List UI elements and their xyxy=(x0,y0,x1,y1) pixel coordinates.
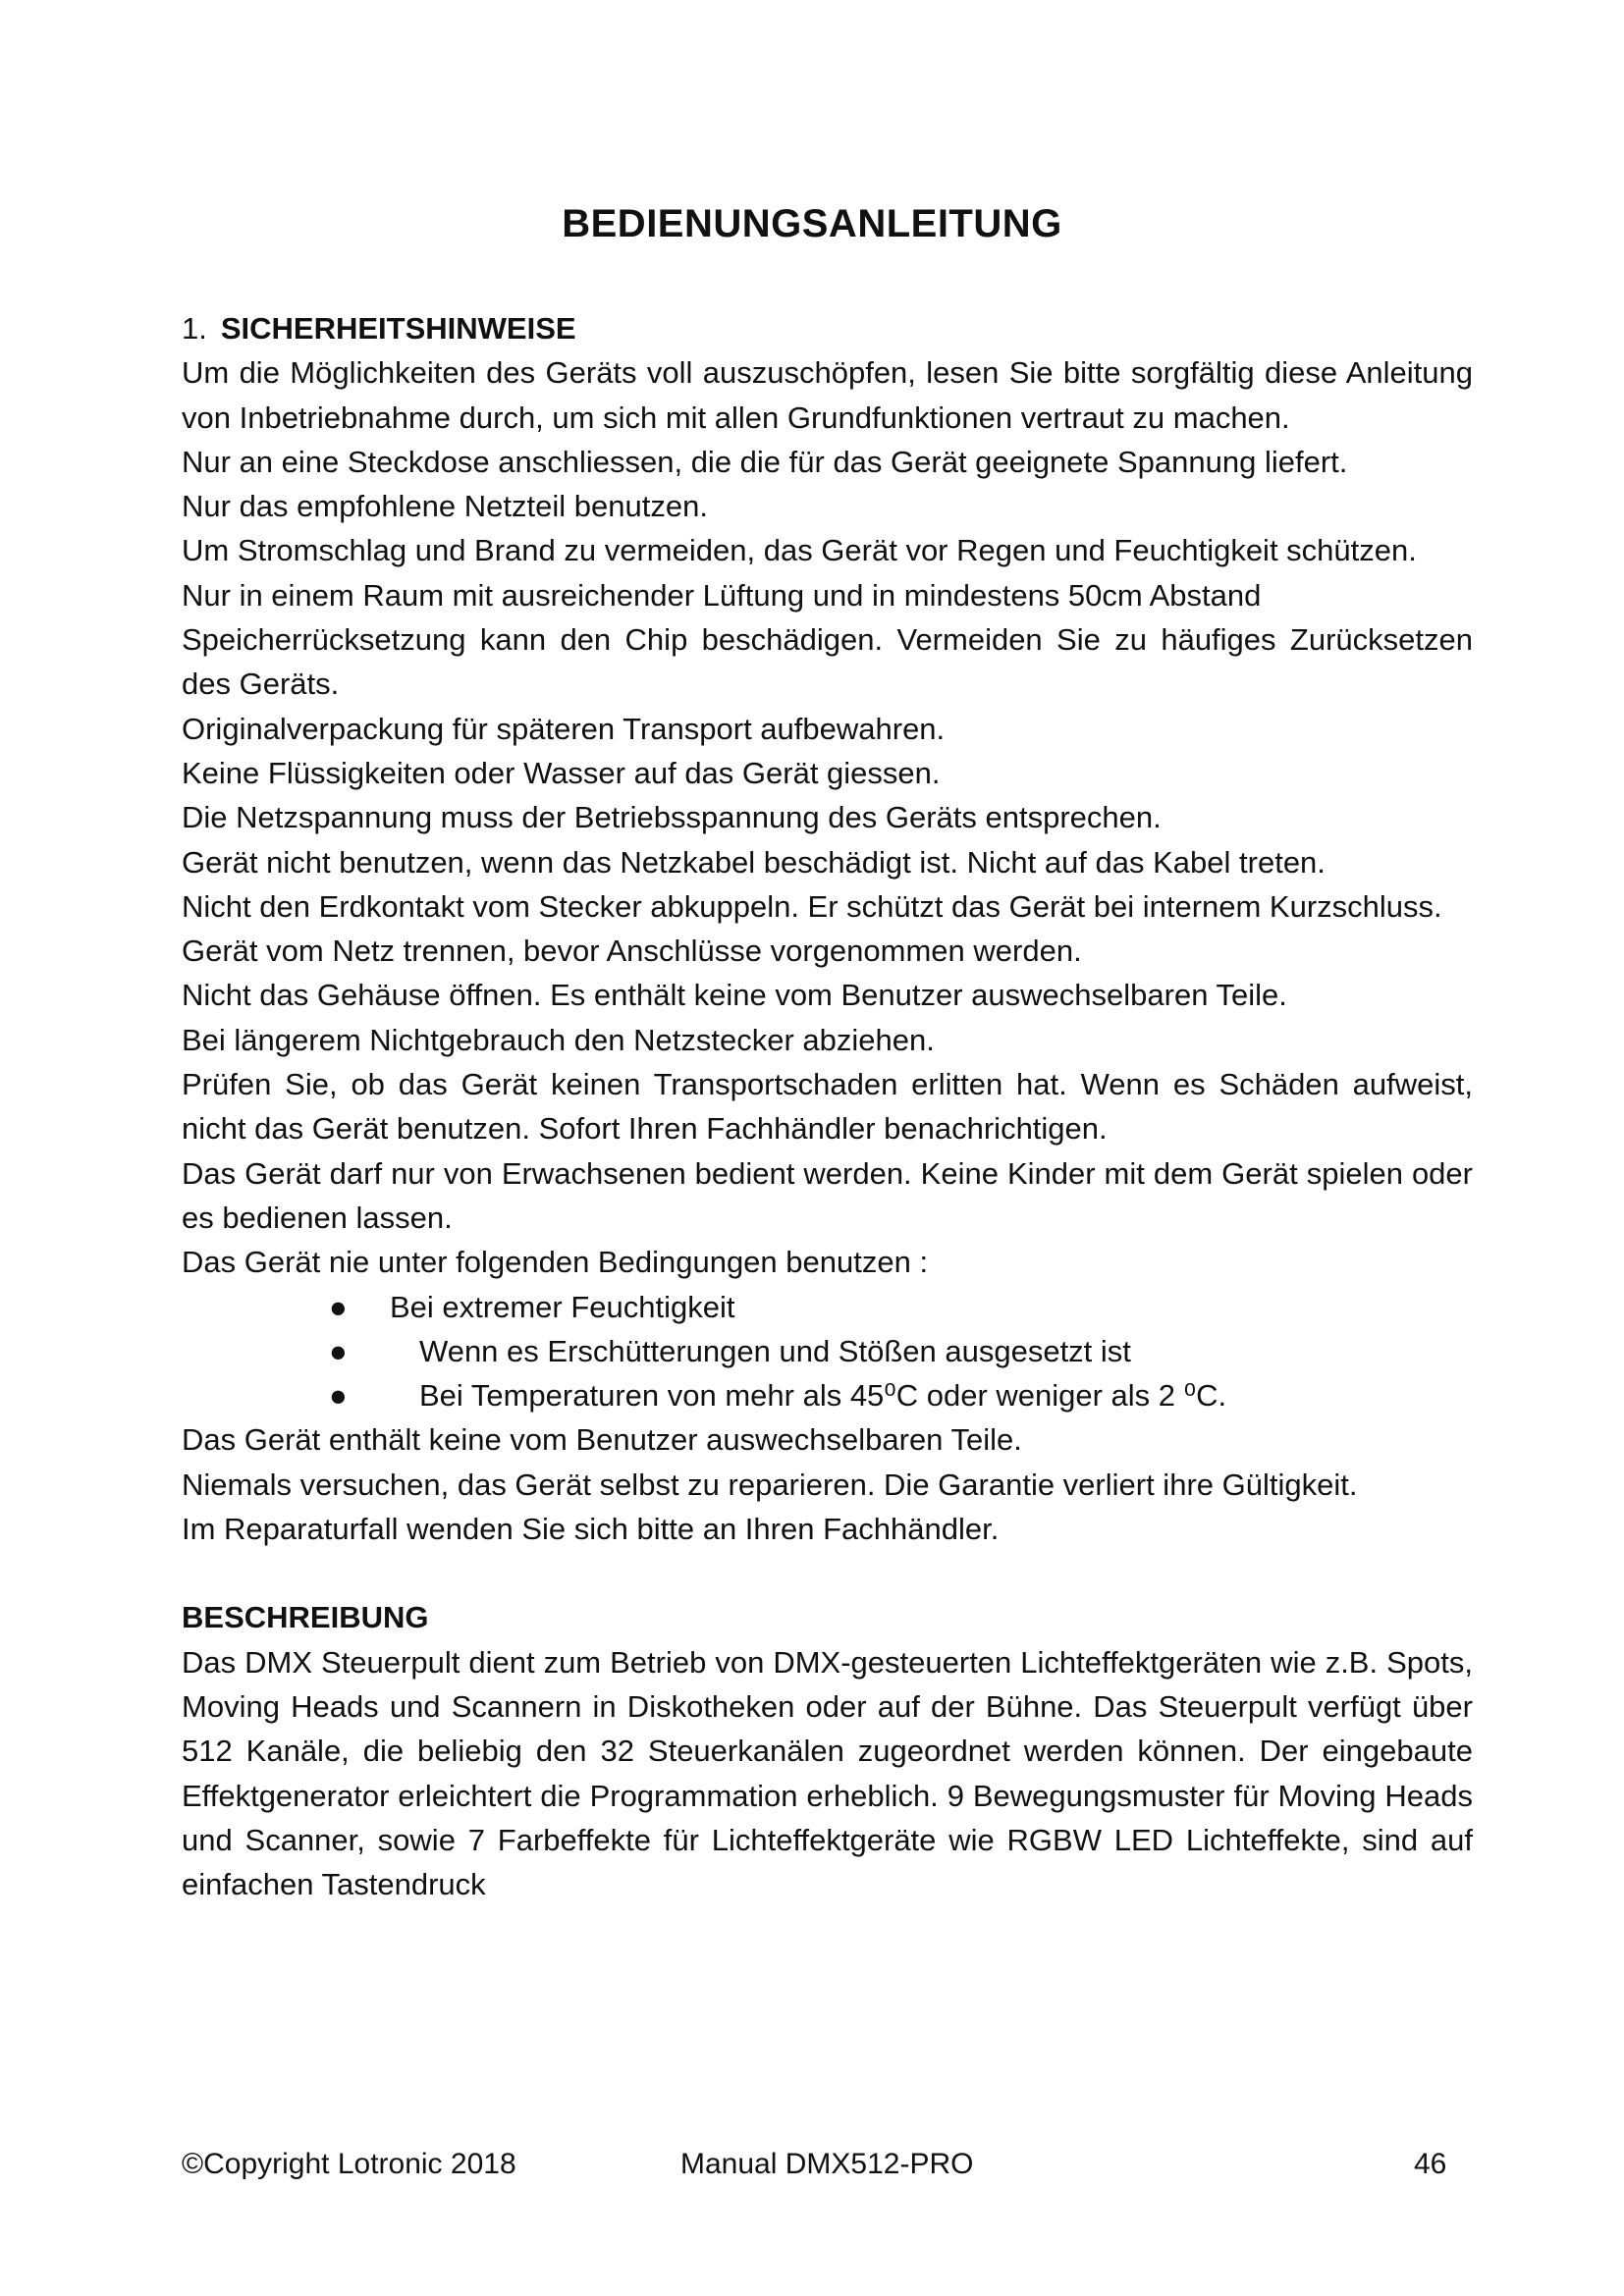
paragraph: Niemals versuchen, das Gerät selbst zu reparieren. Die Garantie verliert ihre Gültigkeit. xyxy=(182,1467,1358,1502)
paragraph: Bei längerem Nichtgebrauch den Netzstecker abziehen. xyxy=(182,1022,935,1057)
paragraph: Nicht das Gehäuse öffnen. Es enthält keine vom Benutzer auswechselbaren Teile. xyxy=(182,978,1287,1013)
page-content xyxy=(182,306,1473,1906)
paragraph: Keine Flüssigkeiten oder Wasser auf das Gerät giessen. xyxy=(182,755,941,790)
section-heading-safety xyxy=(182,306,1473,350)
section-heading-text: SICHERHEITSHINWEISE xyxy=(220,311,576,346)
paragraph: Originalverpackung für späteren Transport aufbewahren. xyxy=(182,711,946,746)
footer-copyright: ©Copyright Lotronic 2018 xyxy=(182,2148,516,2180)
list-item-text: Bei Temperaturen von mehr als 45⁰C oder weniger als 2 ⁰C. xyxy=(419,1378,1227,1414)
paragraph: Nur in einem Raum mit ausreichender Lüftung und in mindestens 50cm Abstand xyxy=(182,577,1262,613)
paragraph: Die Netzspannung muss der Betriebsspannung des Geräts entsprechen. xyxy=(182,800,1162,835)
paragraph: Im Reparaturfall wenden Sie sich bitte an Ihren Fachhändler. xyxy=(182,1512,1000,1547)
paragraph: Das Gerät enthält keine vom Benutzer auswechselbaren Teile. xyxy=(182,1422,1022,1458)
paragraph: Um Stromschlag und Brand zu vermeiden, das Gerät vor Regen und Feuchtigkeit schützen. xyxy=(182,533,1417,568)
section-spacer xyxy=(182,1551,1473,1595)
bullet-icon: ● xyxy=(329,1378,348,1414)
paragraph: Nicht den Erdkontakt vom Stecker abkuppeln. Er schützt das Gerät bei internem Kurzschluss. xyxy=(182,888,1442,924)
list-item-text: Wenn es Erschütterungen und Stößen ausgesetzt ist xyxy=(419,1333,1131,1368)
paragraph: Prüfen Sie, ob das Gerät keinen Transportschaden erlitten hat. Wenn es Schäden aufweist, nicht das Gerät benutzen. Sofort Ihren Fachhändler benachrichtigen. xyxy=(182,1067,1473,1147)
bullet-icon: ● xyxy=(329,1333,348,1368)
section-heading-description: BESCHREIBUNG xyxy=(182,1600,429,1635)
page-title: BEDIENUNGSANLEITUNG xyxy=(562,202,1062,245)
list-item xyxy=(182,1285,1473,1329)
list-item xyxy=(182,1329,1473,1373)
paragraph: Nur das empfohlene Netzteil benutzen. xyxy=(182,489,708,524)
paragraph: Gerät nicht benutzen, wenn das Netzkabel beschädigt ist. Nicht auf das Kabel treten. xyxy=(182,844,1326,880)
footer-manual-name: Manual DMX512-PRO xyxy=(680,2148,974,2180)
paragraph: Das Gerät nie unter folgenden Bedingungen benutzen : xyxy=(182,1245,929,1280)
paragraph: Gerät vom Netz trennen, bevor Anschlüsse vorgenommen werden. xyxy=(182,934,1082,969)
paragraph: Das DMX Steuerpult dient zum Betrieb von DMX-gesteuerten Lichteffektgeräten wie z.B. Spots, Moving Heads und Scannern in Diskotheken oder auf der Bühne. Das Steuerpult verfügt über 512 Kanäle, die beliebig den 32 Steuerkanälen zugeordnet werden können. Der eingebaute Effektgenerator erleichtert die Programmation erheblich. 9 Bewegungsmuster für Moving Heads und Scanner, sowie 7 Farbeffekte für Lichteffektgeräte wie RGBW LED Lichteffekte, sind auf einfachen Tastendruck xyxy=(182,1644,1473,1902)
condition-list xyxy=(182,1285,1473,1418)
paragraph: Um die Möglichkeiten des Geräts voll auszuschöpfen, lesen Sie bitte sorgfältig diese Anleitung von Inbetriebnahme durch, um sich mit allen Grundfunktionen vertraut zu machen. xyxy=(182,355,1473,435)
list-item xyxy=(182,1373,1473,1417)
list-item-text: Bei extremer Feuchtigkeit xyxy=(390,1289,735,1324)
paragraph: Nur an eine Steckdose anschliessen, die die für das Gerät geeignete Spannung liefert. xyxy=(182,444,1348,479)
bullet-icon: ● xyxy=(329,1289,348,1324)
section-number: 1. xyxy=(182,311,207,346)
footer-page-number: 46 xyxy=(1414,2148,1447,2180)
paragraph: Speicherrücksetzung kann den Chip beschädigen. Vermeiden Sie zu häufiges Zurücksetzen des Geräts. xyxy=(182,622,1473,702)
paragraph: Das Gerät darf nur von Erwachsenen bedient werden. Keine Kinder mit dem Gerät spielen oder es bedienen lassen. xyxy=(182,1155,1473,1235)
